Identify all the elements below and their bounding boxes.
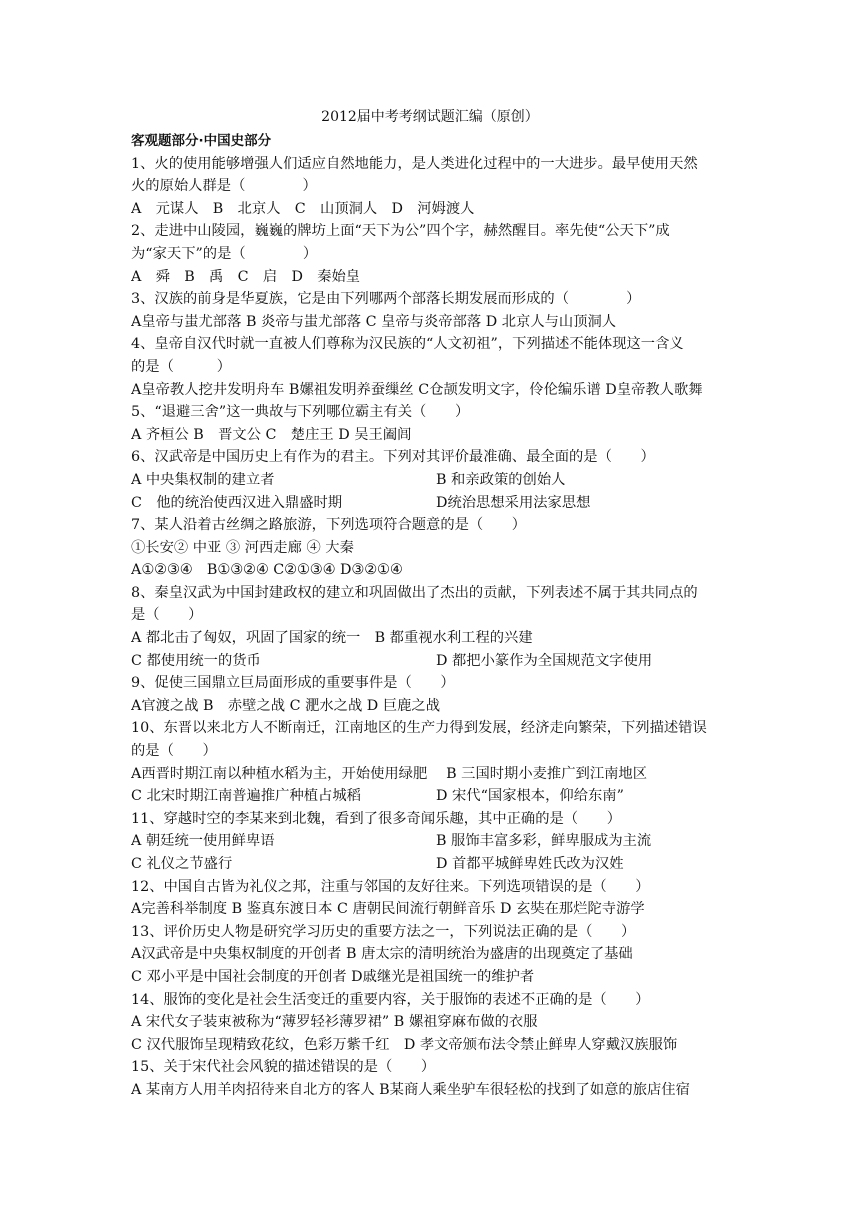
text-line: A①②③④ B①③②④ C②①③④ D③②①④ (131, 562, 403, 579)
text-line: A官渡之战 B 赤壁之战 C 淝水之战 D 巨鹿之战 (131, 697, 441, 714)
text-line: 12、中国自古皆为礼仪之邦，注重与邻国的友好往来。下列选项错误的是（ ） (131, 878, 650, 895)
text-line: ①长安② 中亚 ③ 河西走廊 ④ 大秦 (131, 539, 354, 556)
option-left: C 他的统治使西汉进入鼎盛时期 (131, 494, 343, 511)
text-line: A 元谋人 B 北京人 C 山顶洞人 D 河姆渡人 (131, 200, 475, 217)
text-line: A汉武帝是中央集权制度的开创者 B 唐太宗的清明统治为盛唐的出现奠定了基础 (131, 946, 633, 963)
text-line: 2、走进中山陵园，巍巍的牌坊上面“天下为公”四个字，赫然醒目。率先使“公天下”成 (131, 223, 670, 240)
text-line (131, 785, 743, 808)
text-line: A皇帝与蚩尤部落 B 炎帝与蚩尤部落 C 皇帝与炎帝部落 D 北京人与山顶洞人 (131, 313, 617, 330)
text-line: A 某南方人用羊肉招待来自北方的客人 B某商人乘坐驴车很轻松的找到了如意的旅店住宿 (131, 1081, 690, 1098)
option-left: C 都使用统一的货币 (131, 652, 261, 669)
option-left: C 礼仪之节盛行 (131, 856, 233, 872)
text-line: A 都北击了匈奴，巩固了国家的统一 B 都重视水利工程的兴建 (131, 630, 533, 647)
section-heading: 客观题部分·中国史部分 (131, 133, 272, 149)
text-line: 是（ ） (131, 607, 203, 624)
option-right: D 宋代“国家根本，仰给东南” (436, 788, 624, 805)
text-line: C 汉代服饰呈现精致花纹，色彩万紫千红 D 孝文帝颁布法令禁止鲜卑人穿戴汉族服饰 (131, 1036, 678, 1053)
text-line: 3、汉族的前身是华夏族，它是由下列哪两个部落长期发展而形成的（ ） (131, 291, 641, 308)
text-line: 1、火的使用能够增强人们适应自然地能力，是人类进化过程中的一大进步。最早使用天然 (131, 155, 698, 172)
text-line: 6、汉武帝是中国历史上有作为的君主。下列对其评价最准确、最全面的是（ ） (131, 449, 655, 466)
text-line (131, 650, 743, 673)
text-line: A完善科举制度 B 鉴真东渡日本 C 唐朝民间流行朝鲜音乐 D 玄奘在那烂陀寺游学 (131, 901, 645, 918)
option-left: A 中央集权制的建立者 (131, 471, 275, 488)
option-left: C 北宋时期江南普遍推广种植占城稻 (131, 788, 361, 805)
text-line: 10、东晋以来北方人不断南迁，江南地区的生产力得到发展，经济走向繁荣，下列描述错误 (131, 720, 707, 737)
text-line (131, 830, 743, 853)
text-line: 为“家天下”的是（ ） (131, 245, 318, 262)
text-line: A西晋时期江南以种植水稻为主，开始使用绿肥 B 三国时期小麦推广到江南地区 (131, 765, 648, 782)
text-line: 的是（ ） (131, 743, 217, 760)
text-line: 14、服饰的变化是社会生活变迁的重要内容，关于服饰的表述不正确的是（ ） (131, 991, 650, 1008)
question-body (131, 130, 743, 1102)
text-line: 9、促使三国鼎立巨局面形成的重要事件是（ ） (131, 675, 455, 692)
text-line (131, 853, 743, 876)
text-line: A 齐桓公 B 晋文公 C 楚庄王 D 吴王阖闾 (131, 426, 412, 443)
option-right: D 都把小篆作为全国规范文字使用 (436, 652, 653, 669)
text-line: 15、关于宋代社会风貌的描述错误的是（ ） (131, 1059, 436, 1076)
text-line (131, 492, 743, 515)
text-line: A 宋代女子装束被称为“薄罗轻衫薄罗裙” B 嫘祖穿麻布做的衣服 (131, 1014, 538, 1031)
text-line: C 邓小平是中国社会制度的开创者 D戚继光是祖国统一的维护者 (131, 968, 535, 985)
option-right: B 服饰丰富多彩，鲜卑服成为主流 (436, 833, 652, 850)
text-line: 5、“退避三舍”这一典故与下列哪位霸主有关（ ） (131, 404, 470, 421)
document-title: 2012届中考考纲试题汇编（原创） (321, 109, 539, 125)
option-left: A 朝廷统一使用鲜卑语 (131, 833, 275, 850)
text-line: 火的原始人群是（ ） (131, 178, 317, 195)
text-line: A皇帝教人挖井发明舟车 B嫘祖发明养蚕缫丝 C仓颉发明文字，伶伦编乐谱 D皇帝教人歌舞 (131, 381, 703, 398)
text-line: 13、评价历史人物是研究学习历史的重要方法之一，下列说法正确的是（ ） (131, 923, 636, 940)
text-line: A 舜 B 禹 C 启 D 秦始皇 (131, 268, 361, 285)
option-right: D统治思想采用法家思想 (436, 494, 591, 511)
text-line: 7、某人沿着古丝绸之路旅游，下列选项符合题意的是（ ） (131, 517, 527, 534)
text-line: 8、秦皇汉武为中国封建政权的建立和巩固做出了杰出的贡献，下列表述不属于其共同点的 (131, 584, 698, 601)
option-right: D 首都平城鲜卑姓氏改为汉姓 (436, 856, 624, 872)
option-right: B 和亲政策的创始人 (436, 471, 566, 488)
text-line: 11、穿越时空的李某来到北魏，看到了很多奇闻乐趣，其中正确的是（ ） (131, 810, 621, 827)
text-line: 4、皇帝自汉代时就一直被人们尊称为汉民族的“人文初祖”，下列描述不能体现这一含义 (131, 336, 684, 353)
text-line (131, 469, 743, 492)
text-line: 的是（ ） (131, 358, 232, 375)
